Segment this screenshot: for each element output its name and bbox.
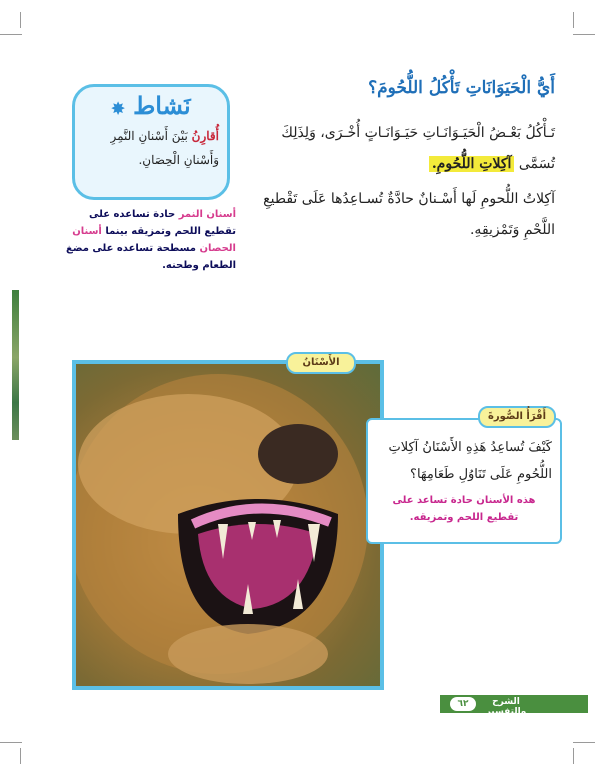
crop-mark-top-left xyxy=(0,34,22,35)
paragraph-1-text: تُسَمَّى xyxy=(518,156,555,172)
paragraph-2-line-1: آكِلاتُ اللُّحومِ لَها أَسْـنانٌ حادَّةٌ تُسـاعِدُها عَلَى تَقْطيعِ xyxy=(263,191,555,207)
paragraph-1-line-2 xyxy=(255,149,555,180)
lion-teeth-photo xyxy=(72,360,384,690)
answer-part-4: مسطحة تساعده على مضغ الطعام وطحنه. xyxy=(66,243,236,271)
crop-mark-bottom-right xyxy=(573,742,595,743)
activity-sparkle-icon: ✸ xyxy=(111,99,125,118)
activity-line-2: وَأَسْنانِ الْحِصَانِ. xyxy=(138,153,219,167)
read-question-line-1: كَيْفَ تُساعِدُ هَذِهِ الأَسْنَانُ آكِلاتِ xyxy=(388,440,552,455)
crop-mark-top-right-v xyxy=(573,12,574,28)
activity-title xyxy=(83,91,219,124)
read-picture-box xyxy=(366,418,562,544)
side-decorative-strip xyxy=(12,290,19,440)
paragraph-2-line-2: اللَّحْمِ وَتَمْزيقِهِ. xyxy=(469,222,555,238)
crop-mark-bottom-left-v xyxy=(20,748,21,764)
activity-box xyxy=(72,84,230,200)
page-number: ٦٢ xyxy=(450,697,476,711)
read-picture-label: أَقْرَأُ الصُّورةَ xyxy=(478,406,556,428)
answer-tiger-teeth: أسنان النمر xyxy=(178,209,236,220)
highlighted-term: آكِلاتِ اللُّحُومِ. xyxy=(429,156,515,172)
activity-title-text: نَشاط xyxy=(133,91,191,120)
lion-illustration xyxy=(72,364,380,690)
activity-text xyxy=(83,124,219,172)
photo-label-teeth: الأَسْنَانُ xyxy=(286,352,356,374)
read-picture-answer: هذه الأسنان حادة تساعد على تقطيع اللحم وتمزيقه. xyxy=(392,495,536,523)
answer-horse-teeth: أسنان الحصان xyxy=(72,226,236,254)
lesson-paragraph-1 xyxy=(255,118,555,180)
activity-line-1: بَيْنَ أَسْنانِ النَّمِرِ xyxy=(110,129,192,143)
activity-answer xyxy=(64,206,236,274)
crop-mark-top-left-v xyxy=(20,12,21,28)
activity-verb: أُقارِنُ xyxy=(191,129,219,143)
footer-section-label: الشرح والتفسير xyxy=(485,697,527,717)
paragraph-1-line-1: تَـأْكُلُ بَعْـضُ الْحَيَـوَانَـاتِ حَيَـوَانَـاتٍ أُخْـرَى، وَلِذَلِكَ xyxy=(281,125,555,141)
lesson-paragraph-2 xyxy=(255,184,555,246)
crop-mark-bottom-left xyxy=(0,742,22,743)
answer-part-2: حادة تساعده على تقطيع اللحم وتمزيقه بينما xyxy=(89,209,236,237)
crop-mark-top-right xyxy=(573,34,595,35)
lesson-question-heading: أَيُّ الْحَيَوَانَاتِ تَأْكُلُ اللُّحُومَ؟ xyxy=(368,78,555,98)
read-picture-question xyxy=(376,434,552,488)
read-question-line-2: اللُّحُومِ عَلَى تَنَاوُلِ طَعَامِهَا؟ xyxy=(410,467,552,482)
crop-mark-bottom-right-v xyxy=(573,748,574,764)
